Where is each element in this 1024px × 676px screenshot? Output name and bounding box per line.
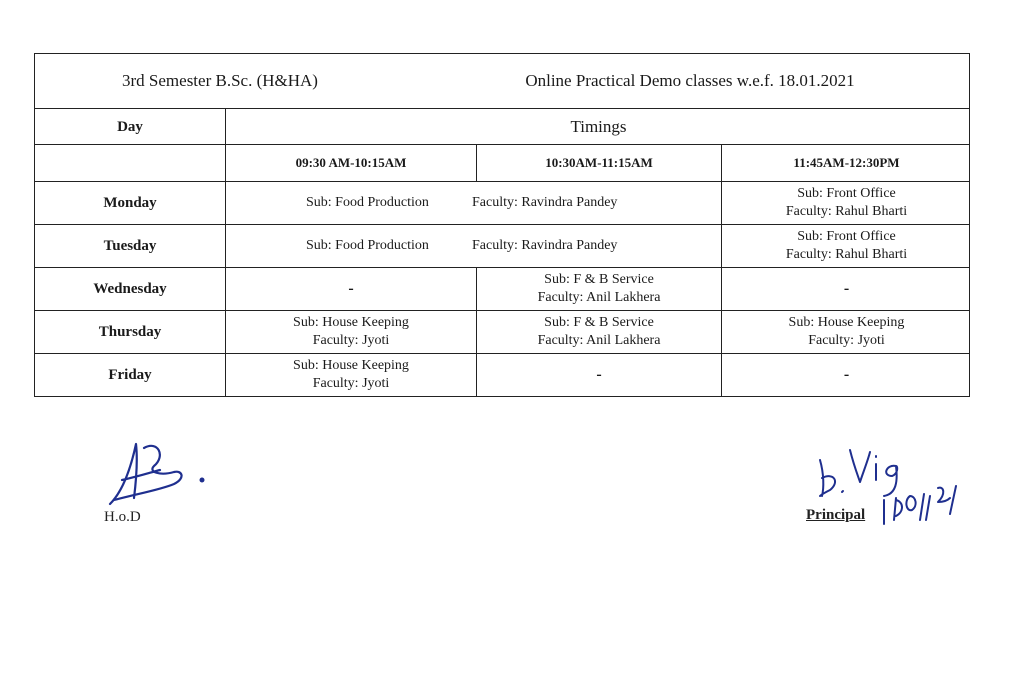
time-slots-row [35, 145, 969, 182]
time-slot-3: 11:45AM-12:30PM [721, 145, 971, 181]
table-row [35, 354, 969, 396]
empty-slot-dash: - [476, 354, 721, 396]
faculty-text: Faculty: Jyoti [312, 333, 390, 348]
slot-cell [476, 311, 721, 353]
time-slot-2: 10:30AM-11:15AM [476, 145, 721, 181]
slot-cell [476, 268, 721, 310]
table-title-row [35, 54, 969, 109]
header-row [35, 109, 969, 145]
schedule-table [34, 53, 970, 397]
subject-text: Sub: Food Production [306, 238, 429, 253]
subject-text: Sub: House Keeping [293, 358, 409, 373]
day-cell: Monday [103, 195, 157, 211]
slot-cell [225, 354, 476, 396]
day-cell: Tuesday [103, 238, 157, 254]
table-row [35, 268, 969, 311]
merged-slot-cell [225, 182, 721, 224]
day-cell: Thursday [98, 324, 162, 340]
slot-cell [225, 311, 476, 353]
principal-label: Principal [806, 507, 866, 523]
slot-cell [721, 182, 971, 224]
empty-slot-dash: - [721, 354, 971, 396]
day-cell: Wednesday [93, 281, 167, 297]
faculty-text: Faculty: Anil Lakhera [537, 333, 661, 348]
subject-text: Sub: F & B Service [544, 315, 654, 330]
hod-signature [100, 432, 220, 512]
empty-slot-dash: - [225, 268, 476, 310]
faculty-text: Faculty: Ravindra Pandey [472, 195, 618, 210]
subject-text: Sub: Front Office [797, 186, 896, 201]
semester-title: 3rd Semester B.Sc. (H&HA) [122, 71, 318, 90]
timings-header: Timings [225, 109, 971, 144]
faculty-text: Faculty: Jyoti [312, 376, 390, 391]
notice-title: Online Practical Demo classes w.e.f. 18.01.2021 [525, 71, 855, 90]
time-slot-1: 09:30 AM-10:15AM [225, 145, 476, 181]
subject-text: Sub: House Keeping [293, 315, 409, 330]
hod-label: H.o.D [104, 509, 141, 525]
empty-corner-cell [35, 145, 225, 181]
table-row [35, 182, 969, 225]
day-header: Day [117, 118, 143, 135]
table-row [35, 311, 969, 354]
faculty-text: Faculty: Jyoti [808, 333, 885, 348]
slot-cell [721, 311, 971, 353]
faculty-text: Faculty: Rahul Bharti [785, 247, 908, 262]
slot-cell [721, 225, 971, 267]
merged-slot-cell [225, 225, 721, 267]
faculty-text: Faculty: Ravindra Pandey [472, 238, 618, 253]
day-cell: Friday [108, 367, 152, 383]
subject-text: Sub: F & B Service [544, 272, 654, 287]
subject-text: Sub: Front Office [797, 229, 896, 244]
empty-slot-dash: - [721, 268, 971, 310]
faculty-text: Faculty: Rahul Bharti [785, 204, 908, 219]
subject-text: Sub: House Keeping [788, 315, 905, 330]
table-row [35, 225, 969, 268]
faculty-text: Faculty: Anil Lakhera [537, 290, 661, 305]
subject-text: Sub: Food Production [306, 195, 429, 210]
